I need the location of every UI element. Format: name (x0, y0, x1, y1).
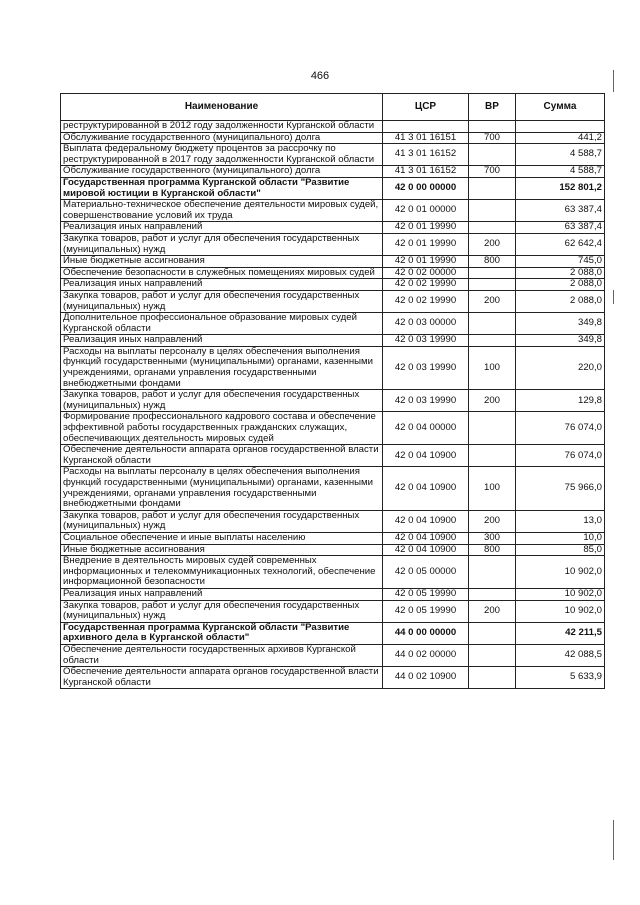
row-sum-cell: 4 588,7 (516, 144, 605, 166)
row-vr-cell (469, 267, 516, 279)
scan-edge-mark (613, 820, 614, 860)
row-csr-cell: 42 0 02 19990 (383, 290, 469, 312)
row-csr-cell: 42 0 04 00000 (383, 412, 469, 445)
table-row (61, 622, 605, 644)
row-sum-cell: 63 387,4 (516, 222, 605, 234)
row-vr-cell: 800 (469, 544, 516, 556)
row-csr-cell: 42 0 03 19990 (383, 346, 469, 389)
row-csr-cell: 42 0 02 19990 (383, 279, 469, 291)
row-csr-cell: 42 0 04 10900 (383, 544, 469, 556)
row-csr-cell: 42 0 03 19990 (383, 335, 469, 347)
row-name-cell: Обеспечение деятельности аппарата органов государственной власти Курганской области (61, 445, 383, 467)
header-csr: ЦСР (383, 94, 469, 121)
row-sum-cell: 220,0 (516, 346, 605, 389)
row-name-cell: Обеспечение деятельности государственных архивов Курганской области (61, 644, 383, 666)
row-sum-cell: 10,0 (516, 532, 605, 544)
row-vr-cell (469, 222, 516, 234)
row-sum-cell: 745,0 (516, 256, 605, 268)
table-row (61, 335, 605, 347)
row-sum-cell: 10 902,0 (516, 600, 605, 622)
row-sum-cell (516, 121, 605, 133)
row-name-cell: Обеспечение деятельности аппарата органов государственной власти Курганской области (61, 667, 383, 689)
row-sum-cell: 5 633,9 (516, 667, 605, 689)
row-sum-cell: 152 801,2 (516, 177, 605, 199)
row-name-cell: Иные бюджетные ассигнования (61, 256, 383, 268)
table-row (61, 166, 605, 178)
row-name-cell: Закупка товаров, работ и услуг для обеспечения государственных (муниципальных) нужд (61, 290, 383, 312)
row-name-cell: Материально-техническое обеспечение деятельности мировых судей, совершенствование условий их труда (61, 200, 383, 222)
row-vr-cell (469, 144, 516, 166)
table-row (61, 132, 605, 144)
table-row (61, 346, 605, 389)
row-csr-cell: 42 0 05 00000 (383, 556, 469, 589)
row-csr-cell: 42 0 03 19990 (383, 390, 469, 412)
row-sum-cell: 2 088,0 (516, 279, 605, 291)
row-name-cell: Реализация иных направлений (61, 279, 383, 291)
row-name-cell: Иные бюджетные ассигнования (61, 544, 383, 556)
row-vr-cell: 100 (469, 346, 516, 389)
row-sum-cell: 441,2 (516, 132, 605, 144)
row-name-cell: Расходы на выплаты персоналу в целях обеспечения выполнения функций государственными (муниципальными) органами, казенными учреждениями, органами управления государственными внебюджетными фондами (61, 346, 383, 389)
table-row (61, 256, 605, 268)
row-name-cell: Внедрение в деятельность мировых судей современных информационных и телекоммуникационных технологий, обеспечение информационной безопасности (61, 556, 383, 589)
table-row (61, 510, 605, 532)
row-csr-cell: 44 0 02 00000 (383, 644, 469, 666)
row-vr-cell: 700 (469, 166, 516, 178)
row-sum-cell: 85,0 (516, 544, 605, 556)
header-sum: Сумма (516, 94, 605, 121)
row-csr-cell: 42 0 01 19990 (383, 222, 469, 234)
row-name-cell: Закупка товаров, работ и услуг для обеспечения государственных (муниципальных) нужд (61, 390, 383, 412)
row-vr-cell: 200 (469, 600, 516, 622)
scan-edge-mark (613, 70, 614, 92)
row-sum-cell: 10 902,0 (516, 588, 605, 600)
row-vr-cell: 200 (469, 390, 516, 412)
table-row (61, 445, 605, 467)
row-sum-cell: 76 074,0 (516, 445, 605, 467)
row-csr-cell: 41 3 01 16151 (383, 132, 469, 144)
row-vr-cell (469, 121, 516, 133)
table-row (61, 412, 605, 445)
table-row (61, 532, 605, 544)
row-csr-cell: 44 0 02 10900 (383, 667, 469, 689)
row-csr-cell: 44 0 00 00000 (383, 622, 469, 644)
row-vr-cell (469, 335, 516, 347)
row-vr-cell: 200 (469, 510, 516, 532)
row-sum-cell: 13,0 (516, 510, 605, 532)
table-row (61, 467, 605, 510)
row-csr-cell: 42 0 04 10900 (383, 445, 469, 467)
row-name-cell: Государственная программа Курганской области "Развитие мировой юстиции в Курганской области" (61, 177, 383, 199)
row-csr-cell: 42 0 03 00000 (383, 313, 469, 335)
header-name: Наименование (61, 94, 383, 121)
row-vr-cell (469, 644, 516, 666)
row-name-cell: Формирование профессионального кадрового состава и обеспечение эффективной работы государственных гражданских служащих, обеспечивающих деятельность мировых судей (61, 412, 383, 445)
table-body (61, 121, 605, 689)
table-row (61, 121, 605, 133)
row-sum-cell: 2 088,0 (516, 290, 605, 312)
row-vr-cell (469, 177, 516, 199)
row-name-cell: Социальное обеспечение и иные выплаты населению (61, 532, 383, 544)
row-csr-cell: 42 0 04 10900 (383, 467, 469, 510)
row-vr-cell (469, 556, 516, 589)
row-name-cell: Реализация иных направлений (61, 588, 383, 600)
row-sum-cell: 2 088,0 (516, 267, 605, 279)
row-vr-cell (469, 412, 516, 445)
row-vr-cell (469, 622, 516, 644)
table-row (61, 390, 605, 412)
row-sum-cell: 63 387,4 (516, 200, 605, 222)
row-sum-cell: 349,8 (516, 313, 605, 335)
row-vr-cell: 200 (469, 233, 516, 255)
row-vr-cell (469, 313, 516, 335)
table-header-row (61, 94, 605, 121)
table-row (61, 313, 605, 335)
row-name-cell: реструктурированной в 2012 году задолженности Курганской области (61, 121, 383, 133)
row-sum-cell: 75 966,0 (516, 467, 605, 510)
row-sum-cell: 62 642,4 (516, 233, 605, 255)
row-sum-cell: 42 088,5 (516, 644, 605, 666)
row-csr-cell (383, 121, 469, 133)
row-name-cell: Выплата федеральному бюджету процентов за рассрочку по реструктурированной в 2017 году задолженности Курганской области (61, 144, 383, 166)
table-row (61, 177, 605, 199)
table-row (61, 144, 605, 166)
row-vr-cell (469, 588, 516, 600)
row-name-cell: Реализация иных направлений (61, 335, 383, 347)
row-sum-cell: 10 902,0 (516, 556, 605, 589)
row-csr-cell: 42 0 04 10900 (383, 532, 469, 544)
row-csr-cell: 42 0 05 19990 (383, 600, 469, 622)
table-row (61, 588, 605, 600)
row-csr-cell: 41 3 01 16152 (383, 144, 469, 166)
row-vr-cell (469, 200, 516, 222)
row-vr-cell (469, 667, 516, 689)
table-row (61, 200, 605, 222)
row-name-cell: Реализация иных направлений (61, 222, 383, 234)
row-vr-cell: 100 (469, 467, 516, 510)
row-csr-cell: 42 0 05 19990 (383, 588, 469, 600)
table-row (61, 233, 605, 255)
table-row (61, 600, 605, 622)
row-sum-cell: 42 211,5 (516, 622, 605, 644)
table-row (61, 222, 605, 234)
row-vr-cell: 700 (469, 132, 516, 144)
row-name-cell: Закупка товаров, работ и услуг для обеспечения государственных (муниципальных) нужд (61, 510, 383, 532)
row-name-cell: Дополнительное профессиональное образование мировых судей Курганской области (61, 313, 383, 335)
row-name-cell: Обеспечение безопасности в служебных помещениях мировых судей (61, 267, 383, 279)
row-csr-cell: 42 0 02 00000 (383, 267, 469, 279)
row-csr-cell: 42 0 01 19990 (383, 233, 469, 255)
row-vr-cell (469, 445, 516, 467)
row-sum-cell: 4 588,7 (516, 166, 605, 178)
header-vr: ВР (469, 94, 516, 121)
table-row (61, 556, 605, 589)
row-sum-cell: 76 074,0 (516, 412, 605, 445)
row-sum-cell: 129,8 (516, 390, 605, 412)
budget-table (60, 93, 605, 689)
table-row (61, 544, 605, 556)
row-name-cell: Расходы на выплаты персоналу в целях обеспечения выполнения функций государственными (муниципальными) органами, казенными учреждениями, органами управления государственными внебюджетными фондами (61, 467, 383, 510)
table-row (61, 644, 605, 666)
table-row (61, 290, 605, 312)
row-vr-cell: 300 (469, 532, 516, 544)
row-csr-cell: 42 0 01 00000 (383, 200, 469, 222)
row-vr-cell: 200 (469, 290, 516, 312)
page-number: 466 (310, 70, 330, 82)
row-sum-cell: 349,8 (516, 335, 605, 347)
row-csr-cell: 41 3 01 16152 (383, 166, 469, 178)
table-row (61, 667, 605, 689)
row-name-cell: Обслуживание государственного (муниципального) долга (61, 132, 383, 144)
row-vr-cell (469, 279, 516, 291)
row-vr-cell: 800 (469, 256, 516, 268)
row-name-cell: Государственная программа Курганской области "Развитие архивного дела в Курганской области" (61, 622, 383, 644)
scan-edge-mark (613, 290, 614, 304)
row-csr-cell: 42 0 04 10900 (383, 510, 469, 532)
row-csr-cell: 42 0 00 00000 (383, 177, 469, 199)
table-row (61, 279, 605, 291)
row-name-cell: Закупка товаров, работ и услуг для обеспечения государственных (муниципальных) нужд (61, 233, 383, 255)
row-name-cell: Закупка товаров, работ и услуг для обеспечения государственных (муниципальных) нужд (61, 600, 383, 622)
row-csr-cell: 42 0 01 19990 (383, 256, 469, 268)
row-name-cell: Обслуживание государственного (муниципального) долга (61, 166, 383, 178)
table-row (61, 267, 605, 279)
